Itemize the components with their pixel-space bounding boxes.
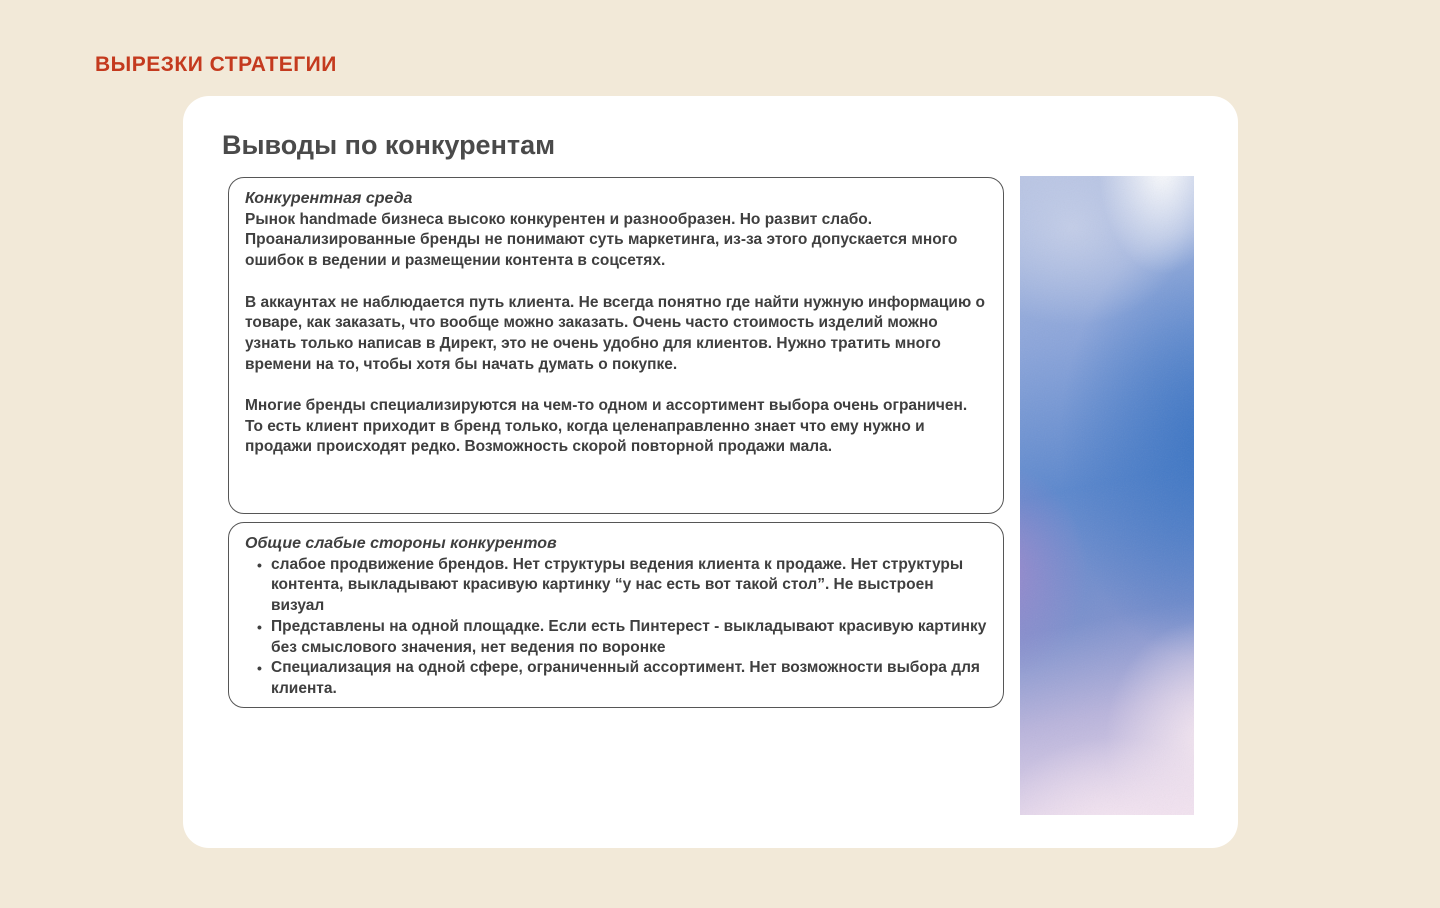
bullet-item: • Представлены на одной площадке. Если есть Пинтерест - выкладывают красивую картинку без смыслового значения, нет ведения по воронке bbox=[245, 617, 987, 658]
page-title: Выводы по конкурентам bbox=[222, 130, 556, 160]
paragraph: Рынок handmade бизнеса высоко конкурентен и разнообразен. Но развит слабо. Проанализированные бренды не понимают суть маркетинга, из-за этого допускается много ошибок в ведении и размещении контента в соцсетях. bbox=[245, 210, 958, 270]
weaknesses-bullet-list bbox=[245, 555, 987, 700]
gradient-artwork-image bbox=[1020, 176, 1194, 815]
weaknesses-heading: Общие слабые стороны конкурентов bbox=[245, 535, 557, 552]
competitive-environment-paragraphs bbox=[245, 210, 987, 458]
weaknesses-box bbox=[228, 522, 1004, 708]
grain-texture bbox=[1020, 176, 1194, 815]
competitive-environment-box bbox=[228, 177, 1004, 514]
paragraph: В аккаунтах не наблюдается путь клиента. Не всегда понятно где найти нужную информацию о товаре, как заказать, что вообще можно заказать. Очень часто стоимость изделий можно узнать только написав в Директ, это не очень удобно для клиентов. Нужно тратить много времени на то, чтобы хотя бы начать думать о покупке. bbox=[245, 293, 985, 373]
slide-card bbox=[183, 96, 1238, 848]
bullet-item: • Специализация на одной сфере, ограниченный ассортимент. Нет возможности выбора для клиента. bbox=[245, 658, 987, 699]
page-kicker: ВЫРЕЗКИ СТРАТЕГИИ bbox=[95, 53, 337, 76]
competitive-environment-heading: Конкурентная среда bbox=[245, 190, 413, 207]
bullet-item: • слабое продвижение брендов. Нет структуры ведения клиента к продаже. Нет структуры контента, выкладывают красивую картинку “у нас есть вот такой стол”. Не выстроен визуал bbox=[245, 555, 987, 617]
paragraph: Многие бренды специализируются на чем-то одном и ассортимент выбора очень ограничен. То есть клиент приходит в бренд только, когда целенаправленно знает что ему нужно и продажи происходят редко. Возможность скорой повторной продажи мала. bbox=[245, 397, 968, 456]
